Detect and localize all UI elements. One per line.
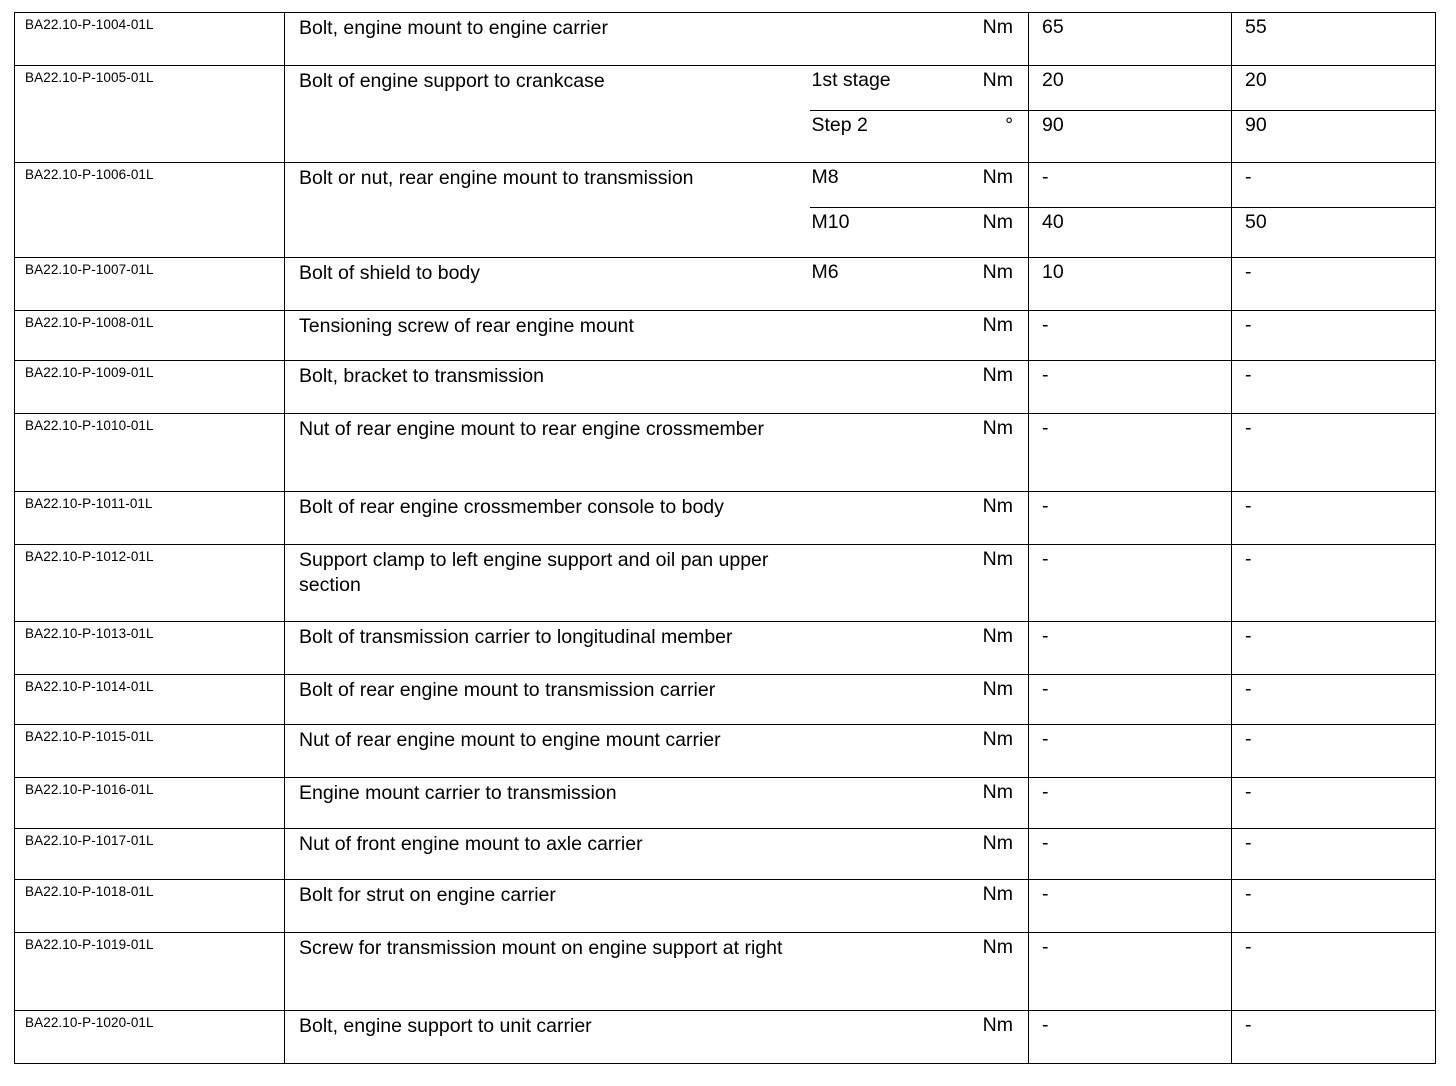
part-description: Bolt of transmission carrier to longitudinal member (285, 622, 810, 675)
part-description: Bolt of shield to body (285, 258, 810, 311)
spec-cell (810, 66, 1029, 163)
unit-label: Nm (982, 936, 1013, 958)
unit-label: Nm (982, 211, 1013, 233)
torque-column-1: - (1029, 829, 1232, 880)
unit-label: Nm (982, 728, 1013, 750)
spec-subrow (810, 778, 1029, 827)
torque-column-2: - (1232, 880, 1436, 933)
table-row (15, 163, 1436, 258)
spec-cell (810, 361, 1029, 414)
unit-label: Nm (982, 678, 1013, 700)
spec-label: M10 (811, 211, 850, 233)
table-row (15, 675, 1436, 725)
torque-column-2: - (1232, 361, 1436, 414)
spec-subrow (810, 66, 1029, 110)
part-code: BA22.10-P-1004-01L (15, 13, 285, 66)
spec-cell (810, 880, 1029, 933)
part-description: Bolt of rear engine crossmember console to body (285, 492, 810, 545)
spec-cell (810, 258, 1029, 311)
torque-column-2: - (1232, 778, 1436, 829)
torque-column-2: - (1232, 622, 1436, 675)
part-code: BA22.10-P-1012-01L (15, 545, 285, 622)
spec-subrow (810, 492, 1029, 543)
torque-column-2 (1232, 66, 1436, 163)
torque-column-1 (1029, 163, 1232, 258)
torque-column-1: - (1029, 880, 1232, 933)
torque-column-2 (1232, 163, 1436, 258)
torque-column-2: - (1232, 545, 1436, 622)
unit-label: Nm (982, 625, 1013, 647)
part-description: Bolt of engine support to crankcase (285, 66, 810, 163)
part-description: Support clamp to left engine support and oil pan upper section (285, 545, 810, 622)
spec-label: M6 (811, 261, 839, 283)
torque-column-2: - (1232, 829, 1436, 880)
torque-column-2: - (1232, 933, 1436, 1011)
torque-value-1: 90 (1029, 110, 1231, 154)
torque-column-1: - (1029, 361, 1232, 414)
spec-subrow (810, 361, 1029, 412)
spec-subrow (810, 725, 1029, 776)
spec-subrow (810, 545, 1029, 620)
part-code: BA22.10-P-1019-01L (15, 933, 285, 1011)
part-code: BA22.10-P-1015-01L (15, 725, 285, 778)
torque-column-1: - (1029, 933, 1232, 1011)
torque-column-2: - (1232, 725, 1436, 778)
torque-column-2: - (1232, 414, 1436, 492)
torque-value-1: - (1042, 166, 1049, 188)
spec-label: M8 (811, 166, 839, 188)
part-code: BA22.10-P-1011-01L (15, 492, 285, 545)
part-code: BA22.10-P-1005-01L (15, 66, 285, 163)
table-row (15, 829, 1436, 880)
table-row (15, 1011, 1436, 1064)
part-code: BA22.10-P-1020-01L (15, 1011, 285, 1064)
torque-column-2: - (1232, 258, 1436, 311)
spec-cell (810, 163, 1029, 258)
table-row (15, 258, 1436, 311)
torque-value-2: 90 (1232, 110, 1435, 154)
spec-subrow (810, 675, 1029, 723)
torque-column-1: - (1029, 414, 1232, 492)
table-row (15, 311, 1436, 361)
spec-cell (810, 13, 1029, 66)
unit-label: Nm (982, 417, 1013, 439)
table-row (15, 414, 1436, 492)
part-code: BA22.10-P-1014-01L (15, 675, 285, 725)
torque-value-2: 20 (1245, 69, 1267, 91)
torque-column-2: - (1232, 1011, 1436, 1064)
spec-subrow (810, 414, 1029, 490)
part-description: Nut of rear engine mount to rear engine crossmember (285, 414, 810, 492)
torque-spec-table (14, 12, 1436, 1064)
table-row (15, 492, 1436, 545)
torque-column-1: - (1029, 675, 1232, 725)
spec-subrow (810, 110, 1029, 155)
torque-column-1: - (1029, 622, 1232, 675)
spec-label: Step 2 (811, 114, 868, 136)
torque-column-2: 55 (1232, 13, 1436, 66)
torque-column-2: - (1232, 675, 1436, 725)
torque-value-2: - (1245, 166, 1252, 188)
part-description: Nut of front engine mount to axle carrier (285, 829, 810, 880)
spec-cell (810, 933, 1029, 1011)
part-code: BA22.10-P-1008-01L (15, 311, 285, 361)
unit-label: Nm (982, 261, 1013, 283)
table-row (15, 66, 1436, 163)
table-row (15, 725, 1436, 778)
spec-cell (810, 414, 1029, 492)
unit-label: Nm (982, 883, 1013, 905)
unit-label: Nm (982, 548, 1013, 570)
part-code: BA22.10-P-1006-01L (15, 163, 285, 258)
torque-column-2: - (1232, 311, 1436, 361)
torque-value-2: 50 (1232, 207, 1435, 251)
table-row (15, 13, 1436, 66)
spec-cell (810, 311, 1029, 361)
part-code: BA22.10-P-1009-01L (15, 361, 285, 414)
spec-cell (810, 622, 1029, 675)
table-body (15, 13, 1436, 1064)
spec-subrow (810, 829, 1029, 878)
torque-column-1: 65 (1029, 13, 1232, 66)
part-description: Bolt, engine mount to engine carrier (285, 13, 810, 66)
part-code: BA22.10-P-1018-01L (15, 880, 285, 933)
unit-label: Nm (982, 781, 1013, 803)
spec-cell (810, 675, 1029, 725)
unit-label: Nm (982, 166, 1013, 188)
spec-subrow (810, 1011, 1029, 1062)
part-code: BA22.10-P-1007-01L (15, 258, 285, 311)
unit-label: Nm (982, 832, 1013, 854)
part-description: Bolt for strut on engine carrier (285, 880, 810, 933)
torque-column-1: - (1029, 725, 1232, 778)
spec-label: 1st stage (811, 69, 891, 91)
part-description: Bolt of rear engine mount to transmission carrier (285, 675, 810, 725)
torque-value-1: 20 (1042, 69, 1064, 91)
torque-column-2: - (1232, 492, 1436, 545)
part-description: Bolt, bracket to transmission (285, 361, 810, 414)
part-code: BA22.10-P-1010-01L (15, 414, 285, 492)
torque-column-1: 10 (1029, 258, 1232, 311)
spec-cell (810, 492, 1029, 545)
torque-column-1: - (1029, 778, 1232, 829)
part-code: BA22.10-P-1017-01L (15, 829, 285, 880)
torque-value-1: 40 (1029, 207, 1231, 251)
table-row (15, 933, 1436, 1011)
part-code: BA22.10-P-1016-01L (15, 778, 285, 829)
spec-cell (810, 829, 1029, 880)
part-description: Nut of rear engine mount to engine mount carrier (285, 725, 810, 778)
spec-cell (810, 725, 1029, 778)
table-row (15, 778, 1436, 829)
spec-subrow (810, 933, 1029, 1009)
spec-subrow (810, 207, 1029, 252)
table-row (15, 545, 1436, 622)
torque-column-1: - (1029, 545, 1232, 622)
unit-label: Nm (982, 69, 1013, 91)
torque-column-1: - (1029, 492, 1232, 545)
spec-subrow (810, 13, 1029, 64)
torque-column-1: - (1029, 311, 1232, 361)
part-description: Bolt, engine support to unit carrier (285, 1011, 810, 1064)
part-description: Screw for transmission mount on engine support at right (285, 933, 810, 1011)
spec-subrow (810, 622, 1029, 673)
table-row (15, 622, 1436, 675)
unit-label: Nm (982, 314, 1013, 336)
spec-cell (810, 1011, 1029, 1064)
part-code: BA22.10-P-1013-01L (15, 622, 285, 675)
spec-cell (810, 778, 1029, 829)
torque-column-1: - (1029, 1011, 1232, 1064)
unit-label: Nm (982, 364, 1013, 386)
torque-column-1 (1029, 66, 1232, 163)
unit-label: ° (1005, 114, 1013, 136)
spec-subrow (810, 311, 1029, 359)
part-description: Engine mount carrier to transmission (285, 778, 810, 829)
spec-cell (810, 545, 1029, 622)
unit-label: Nm (982, 16, 1013, 38)
unit-label: Nm (982, 495, 1013, 517)
spec-subrow (810, 163, 1029, 207)
unit-label: Nm (982, 1014, 1013, 1036)
part-description: Tensioning screw of rear engine mount (285, 311, 810, 361)
spec-subrow (810, 258, 1029, 309)
spec-subrow (810, 880, 1029, 931)
part-description: Bolt or nut, rear engine mount to transmission (285, 163, 810, 258)
table-row (15, 361, 1436, 414)
table-row (15, 880, 1436, 933)
